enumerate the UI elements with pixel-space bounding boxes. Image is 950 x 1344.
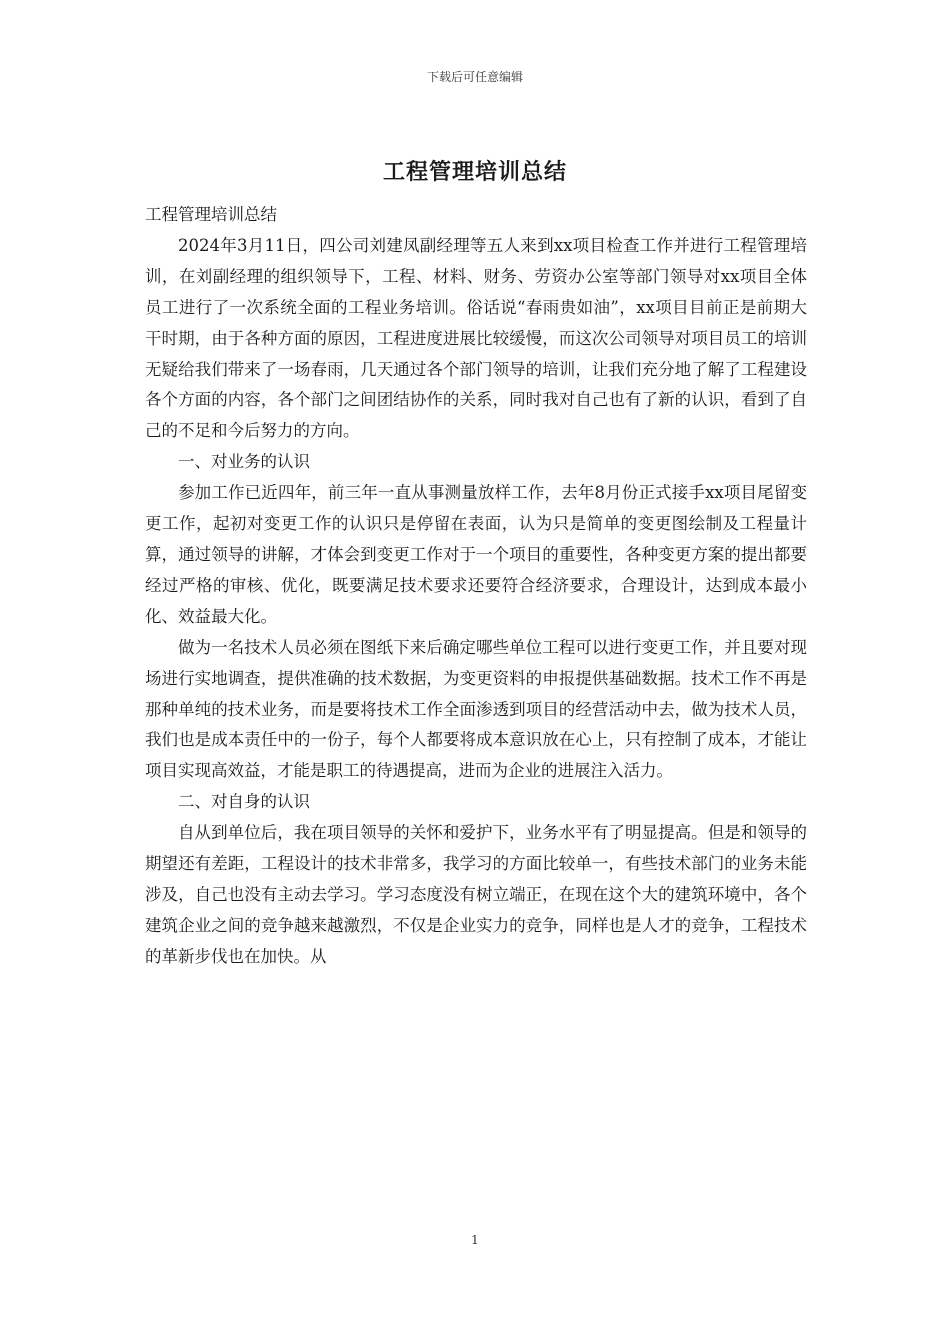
section-heading-self: 二、对自身的认识 — [178, 792, 310, 812]
subtitle-line: 工程管理培训总结 — [145, 205, 277, 224]
document-title: 工程管理培训总结 — [382, 159, 567, 185]
section-heading-business: 一、对业务的认识 — [178, 452, 310, 472]
paragraph-self-1: 自从到单位后，我在项目领导的关怀和爱护下，业务水平有了明显提高。但是和领导的期望还有差距，工程设计的技术非常多，我学习的方面比较单一，有些技术部门的业务未能涉及，自己也没有主动去学习。学习态度没有树立端正，在现在这个大的建筑环境中，各个建筑企业之间的竞争越来越激烈，不仅是企业实力的竞争，同样也是人才的竞争，工程技术的革新步伐也在加快。从 — [145, 823, 807, 966]
paragraph-intro: 2024年3月11日，四公司刘建凤副经理等五人来到xx项目检查工作并进行工程管理培训，在刘副经理的组织领导下，工程、材料、财务、劳资办公室等部门领导对xx项目全体员工进行了一次系统全面的工程业务培训。俗话说“春雨贵如油”，xx项目目前正是前期大干时期，由于各种方面的原因，工程进度进展比较缓慢，而这次公司领导对项目员工的培训无疑给我们带来了一场春雨，几天通过各个部门领导的培训，让我们充分地了解了工程建设各个方面的内容，各个部门之间团结协作的关系，同时我对自己也有了新的认识，看到了自己的不足和今后努力的方向。 — [145, 235, 807, 441]
header-note: 下载后可任意编辑 — [426, 70, 523, 84]
document-body — [145, 200, 807, 973]
paragraph-business-2: 做为一名技术人员必须在图纸下来后确定哪些单位工程可以进行变更工作，并且要对现场进行实地调查，提供准确的技术数据，为变更资料的申报提供基础数据。技术工作不再是那种单纯的技术业务，而是要将技术工作全面渗透到项目的经营活动中去，做为技术人员，我们也是成本责任中的一份子，每个人都要将成本意识放在心上，只有控制了成本，才能让项目实现高效益，才能是职工的待遇提高，进而为企业的进展注入活力。 — [145, 637, 807, 781]
paragraph-business-1: 参加工作已近四年，前三年一直从事测量放样工作，去年8月份正式接手xx项目尾留变更工作，起初对变更工作的认识只是停留在表面，认为只是简单的变更图绘制及工程量计算，通过领导的讲解，才体会到变更工作对于一个项目的重要性，各种变更方案的提出都要经过严格的审核、优化，既要满足技术要求还要符合经济要求，合理设计，达到成本最小化、效益最大化。 — [145, 483, 807, 626]
page-number: 1 — [471, 1233, 479, 1247]
